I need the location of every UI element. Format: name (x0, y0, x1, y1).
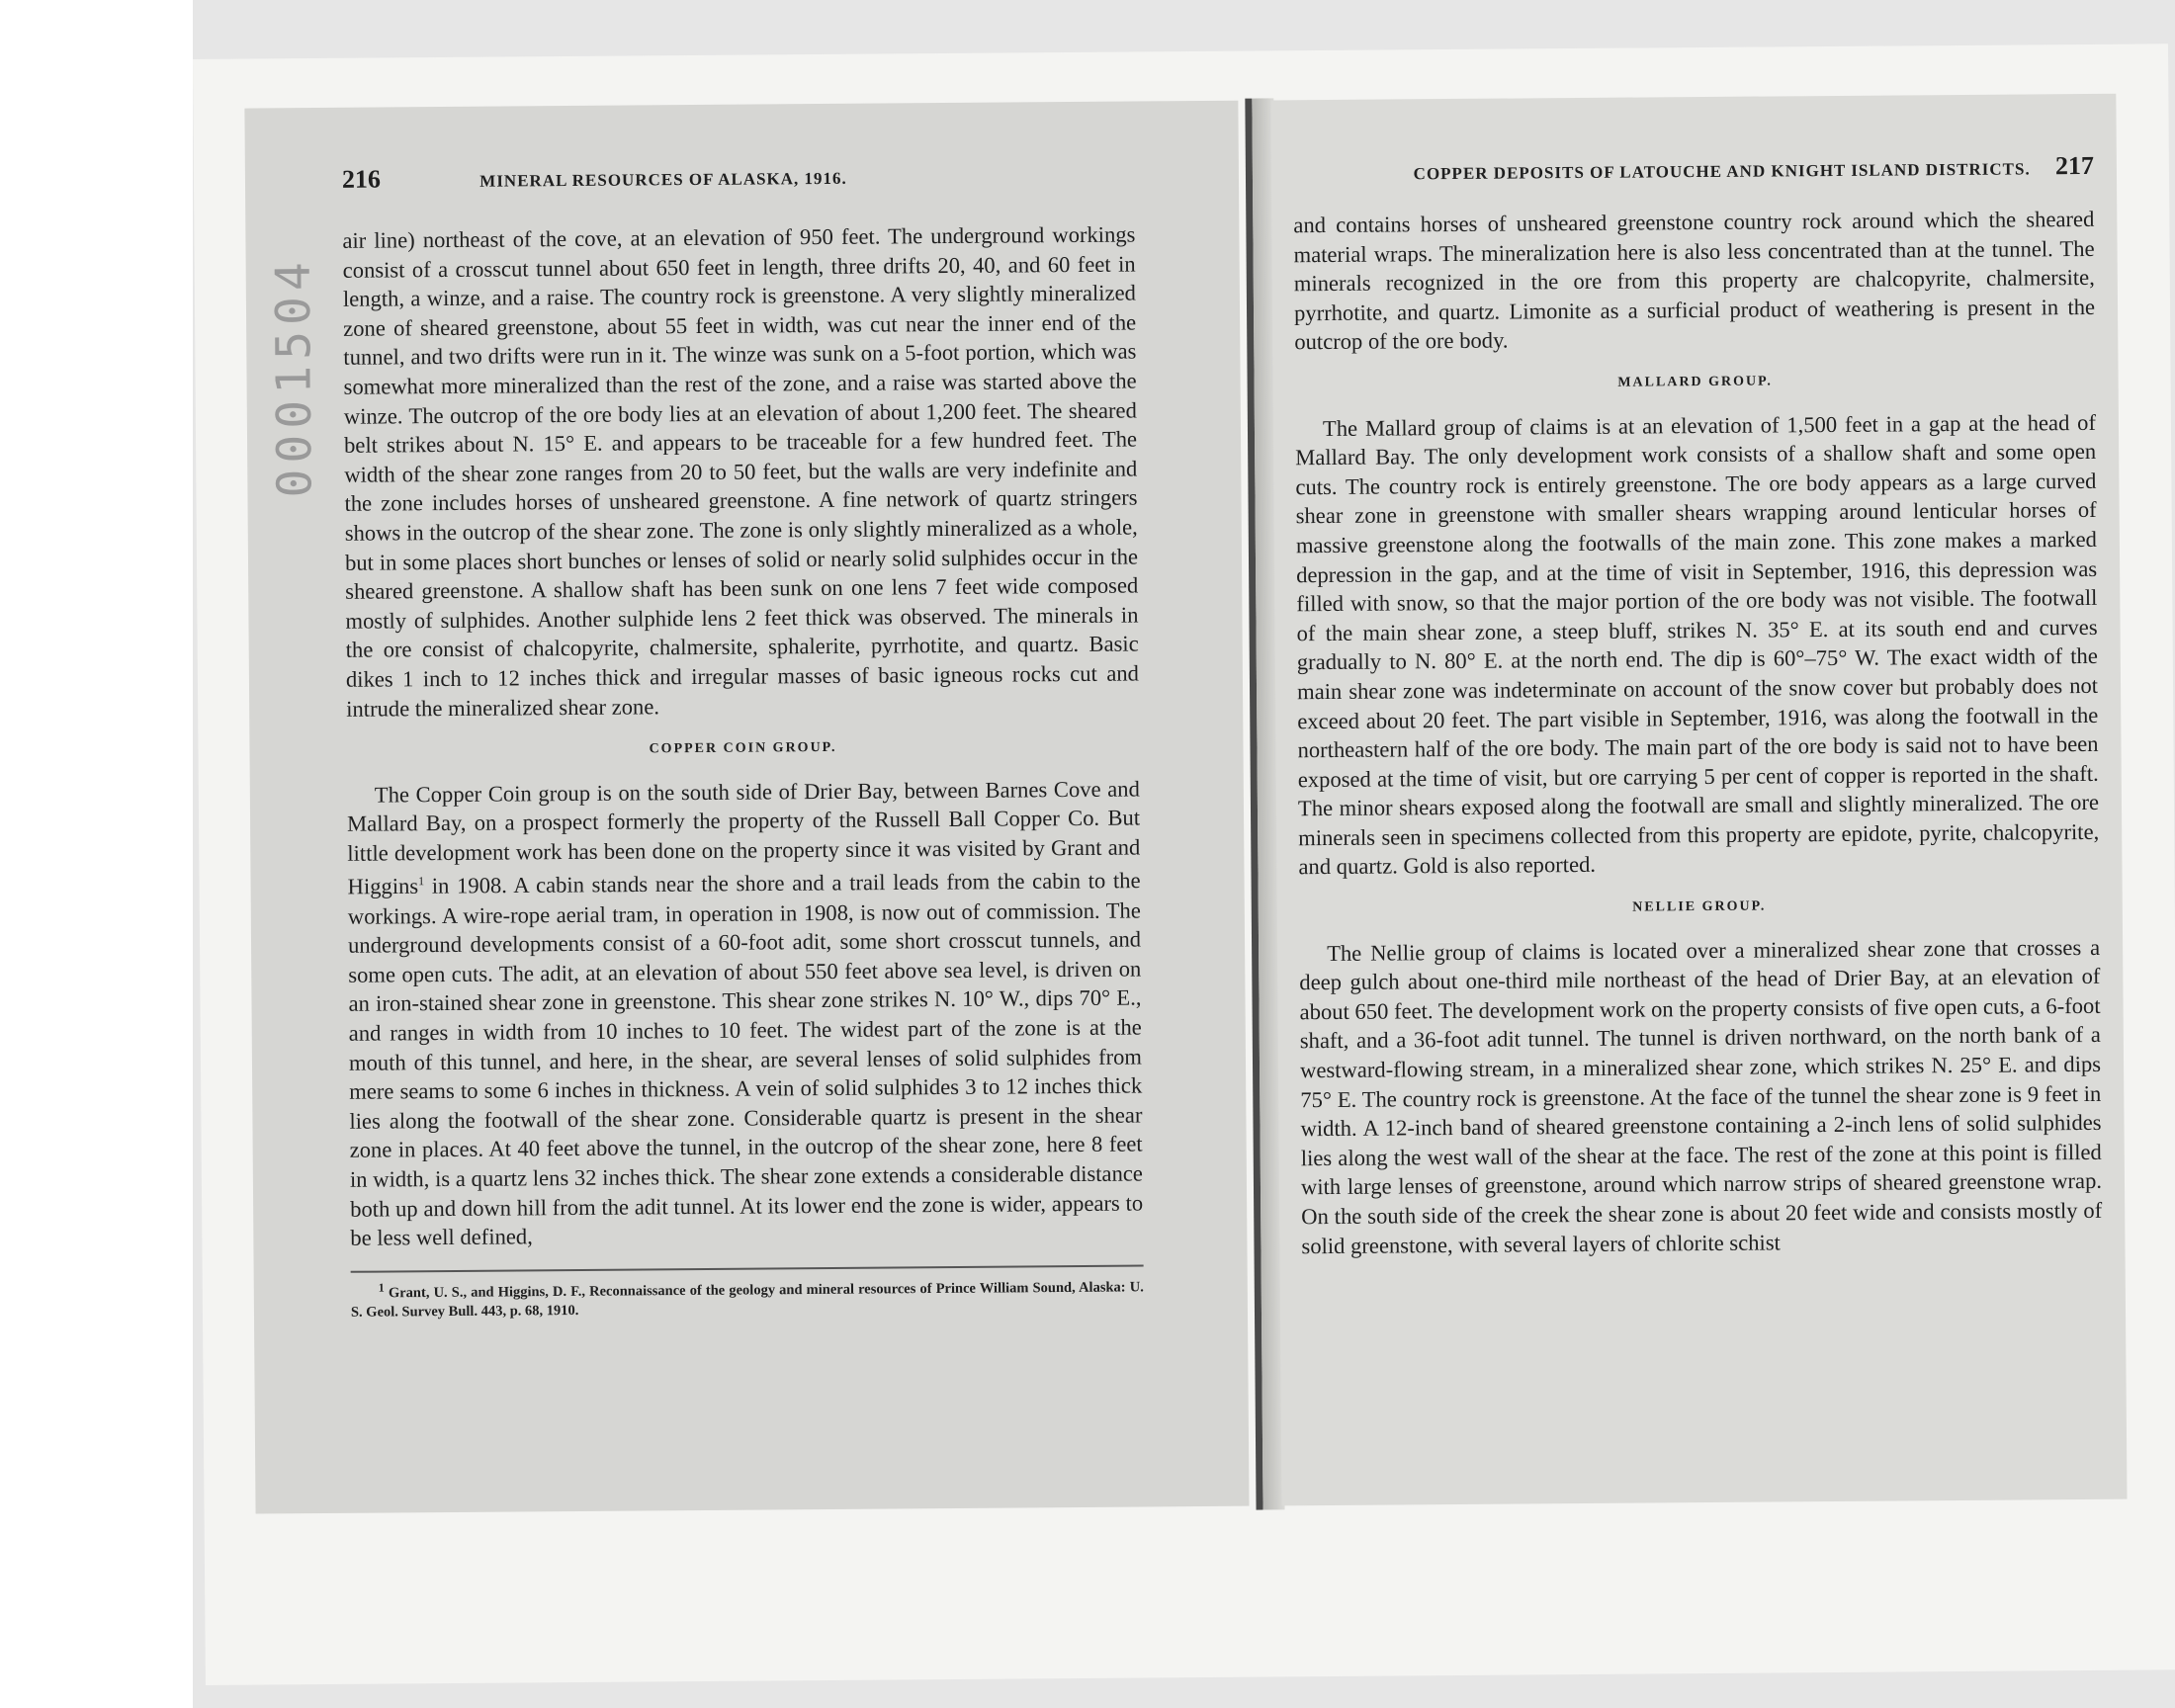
section-heading-copper-coin: COPPER COIN GROUP. (649, 739, 837, 757)
paragraph (347, 774, 1144, 1252)
paragraph-text: The Copper Coin group is on the south side of Drier Bay, between Barnes Cove and Mallard Bay, on a prospect formerly the property of the Russell Ball Copper Co. But little development work has been done on the property since it was visited by Grant and Higgins (346, 776, 1141, 899)
paragraph: The Nellie group of claims is located over a mineralized shear zone that crosses a deep gulch about one-third mile northeast of the head of Drier Bay, at an elevation of about 650 feet. The development work on the property consists of five open cuts, a 6-foot shaft, and a 36-foot adit tunnel. The tunnel is driven northward, on the north bank of a westward-flowing stream, in a mineralized shear zone, which strikes N. 25° E. and dips 75° E. The country rock is greenstone. At the face of the tunnel the shear zone is 9 feet in width. A 12-inch band of sheared greenstone containing a 2-inch lens of solid sulphides lies along the west wall of the shear at the face. The rest of the zone at this point is filled with large lenses of greenstone, around which narrow strips of sheared greenstone wrap. On the south side of the creek the shear zone is about 20 feet wide and consists mostly of solid greenstone, with several layers of chlorite schist (1299, 934, 2103, 1258)
footnote-mark: 1 (378, 1280, 385, 1295)
paragraph: The Mallard group of claims is at an elevation of 1,500 feet in a gap at the head of Mallard Bay. The only development work consists of a shallow shaft and some open cuts. The country rock is entirely greenstone. The ore body appears as a large curved shear zone in greenstone with smaller shears wrapping around lenticular horses of massive greenstone along the footwalls of the main zone. This zone makes a marked depression in the gap, and at the time of visit in September, 1916, this depression was filled with snow, so that the major portion of the ore body was not visible. The footwall of the main shear zone, a steep bluff, strikes N. 35° E. at its south end and curves gradually to N. 80° E. at the north end. The dip is 60°–75° W. The exact width of the main shear zone was indeterminate on account of the snow cover but probably does not exceed about 20 feet. The part visible in September, 1916, was along the footwall in the northeastern half of the ore body. The main part of the ore body is said not to have been exposed at the time of visit, but ore carrying 5 per cent of copper is reported in the shaft. The minor shears exposed along the footwall are small and slightly mineralized. The ore minerals seen in specimens collected from this property are epidote, pyrite, chalcopyrite, and quartz. Gold is also reported. (1295, 409, 2100, 880)
archive-stamp: 0001504 (265, 255, 323, 498)
right-running-head (1293, 151, 2094, 197)
footnote (351, 1272, 1144, 1322)
right-page (1270, 94, 2127, 1506)
right-page-number: 217 (2054, 150, 2095, 181)
paragraph: air line) northeast of the cove, at an elevation of 950 feet. The underground workings consist of a crosscut tunnel about 650 feet in length, three drifts 20, 40, and 60 feet in length, a winze, and a raise. The country rock is greenstone. A very slightly mineralized zone of sheared greenstone, about 55 feet in width, was cut near the inner end of the tunnel, and two drifts were run in it. The winze was sunk on a 5-foot portion, which was somewhat more mineralized than the rest of the zone, and a raise was started above the winze. The outcrop of the ore body lies at an elevation of about 1,200 feet. The sheared belt strikes about N. 15° E. and appears to be traceable for a few hundred feet. The width of the shear zone ranges from 20 to 50 feet, but the walls are very indefinite and the zone includes horses of unsheared greenstone. A fine network of quartz stringers shows in the outcrop of the shear zone. The zone is only slightly mineralized as a whole, but in some places short bunches or lenses of solid or nearly solid sulphides occur in the sheared greenstone. A shallow shaft has been sunk on one lens 7 feet wide composed mostly of sulphides. Another sulphide lens 2 feet thick was observed. The minerals in the ore consist of chalcopyrite, chalmersite, sphalerite, pyrrhotite, and quartz. Basic dikes 1 inch to 12 inches thick and irregular masses of basic igneous rocks cut and intrude the mineralized shear zone. (342, 221, 1140, 722)
left-page-number: 216 (341, 164, 382, 194)
footnote-text: Grant, U. S., and Higgins, D. F., Reconnaissance of the geology and mineral resources of Prince William Sound, Alaska: U. S. Geol. Survey Bull. 443, p. 68, 1910. (350, 1279, 1144, 1321)
footnote-rule (351, 1264, 1144, 1272)
left-body-text (342, 220, 1144, 1323)
left-page (244, 101, 1249, 1514)
right-head-title: COPPER DEPOSITS OF LATOUCHE AND KNIGHT ISLAND DISTRICTS. (1413, 159, 2031, 184)
left-running-head (342, 159, 1054, 205)
right-body-text (1293, 205, 2102, 1261)
paragraph-text: in 1908. A cabin stands near the shore and a trail leads from the cabin to the workings. A wire-rope aerial tram, in operation in 1908, is now out of commission. The underground developments consist of a 60-foot adit, some short crosscut tunnels, and some open cuts. The adit, at an elevation of about 550 feet above sea level, is driven on an iron-stained shear zone in greenstone. This shear zone strikes N. 10° W., dips 70° E., and ranges in width from 10 inches to 10 feet. The widest part of the zone is at the mouth of this tunnel, and here, in the shear, are several lenses of solid sulphides from mere seams to some 6 inches in thickness. A vein of solid sulphides 3 to 12 inches thick lies along the footwall of the shear zone. Considerable quartz is present in the shear zone in places. At 40 feet above the tunnel, in the outcrop of the shear zone, here 8 feet in width, is a quartz lens 32 inches thick. The shear zone extends a considerable distance both up and down hill from the adit tunnel. At its lower end the zone is wider, appears to be less well defined, (347, 868, 1144, 1250)
paragraph: and contains horses of unsheared greenstone country rock around which the sheared material wraps. The mineralization here is also less concentrated than at the tunnel. The minerals recognized in the ore from this property are chalcopyrite, chalmersite, pyrrhotite, and quartz. Limonite as a surficial product of weathering is present in the outcrop of the ore body. (1293, 206, 2096, 355)
section-heading-nellie: NELLIE GROUP. (1632, 898, 1767, 915)
scanned-sheet (193, 43, 2175, 1685)
footnote-ref: 1 (418, 874, 425, 889)
left-head-title: MINERAL RESOURCES OF ALASKA, 1916. (479, 168, 847, 191)
section-heading-mallard: MALLARD GROUP. (1617, 374, 1773, 390)
